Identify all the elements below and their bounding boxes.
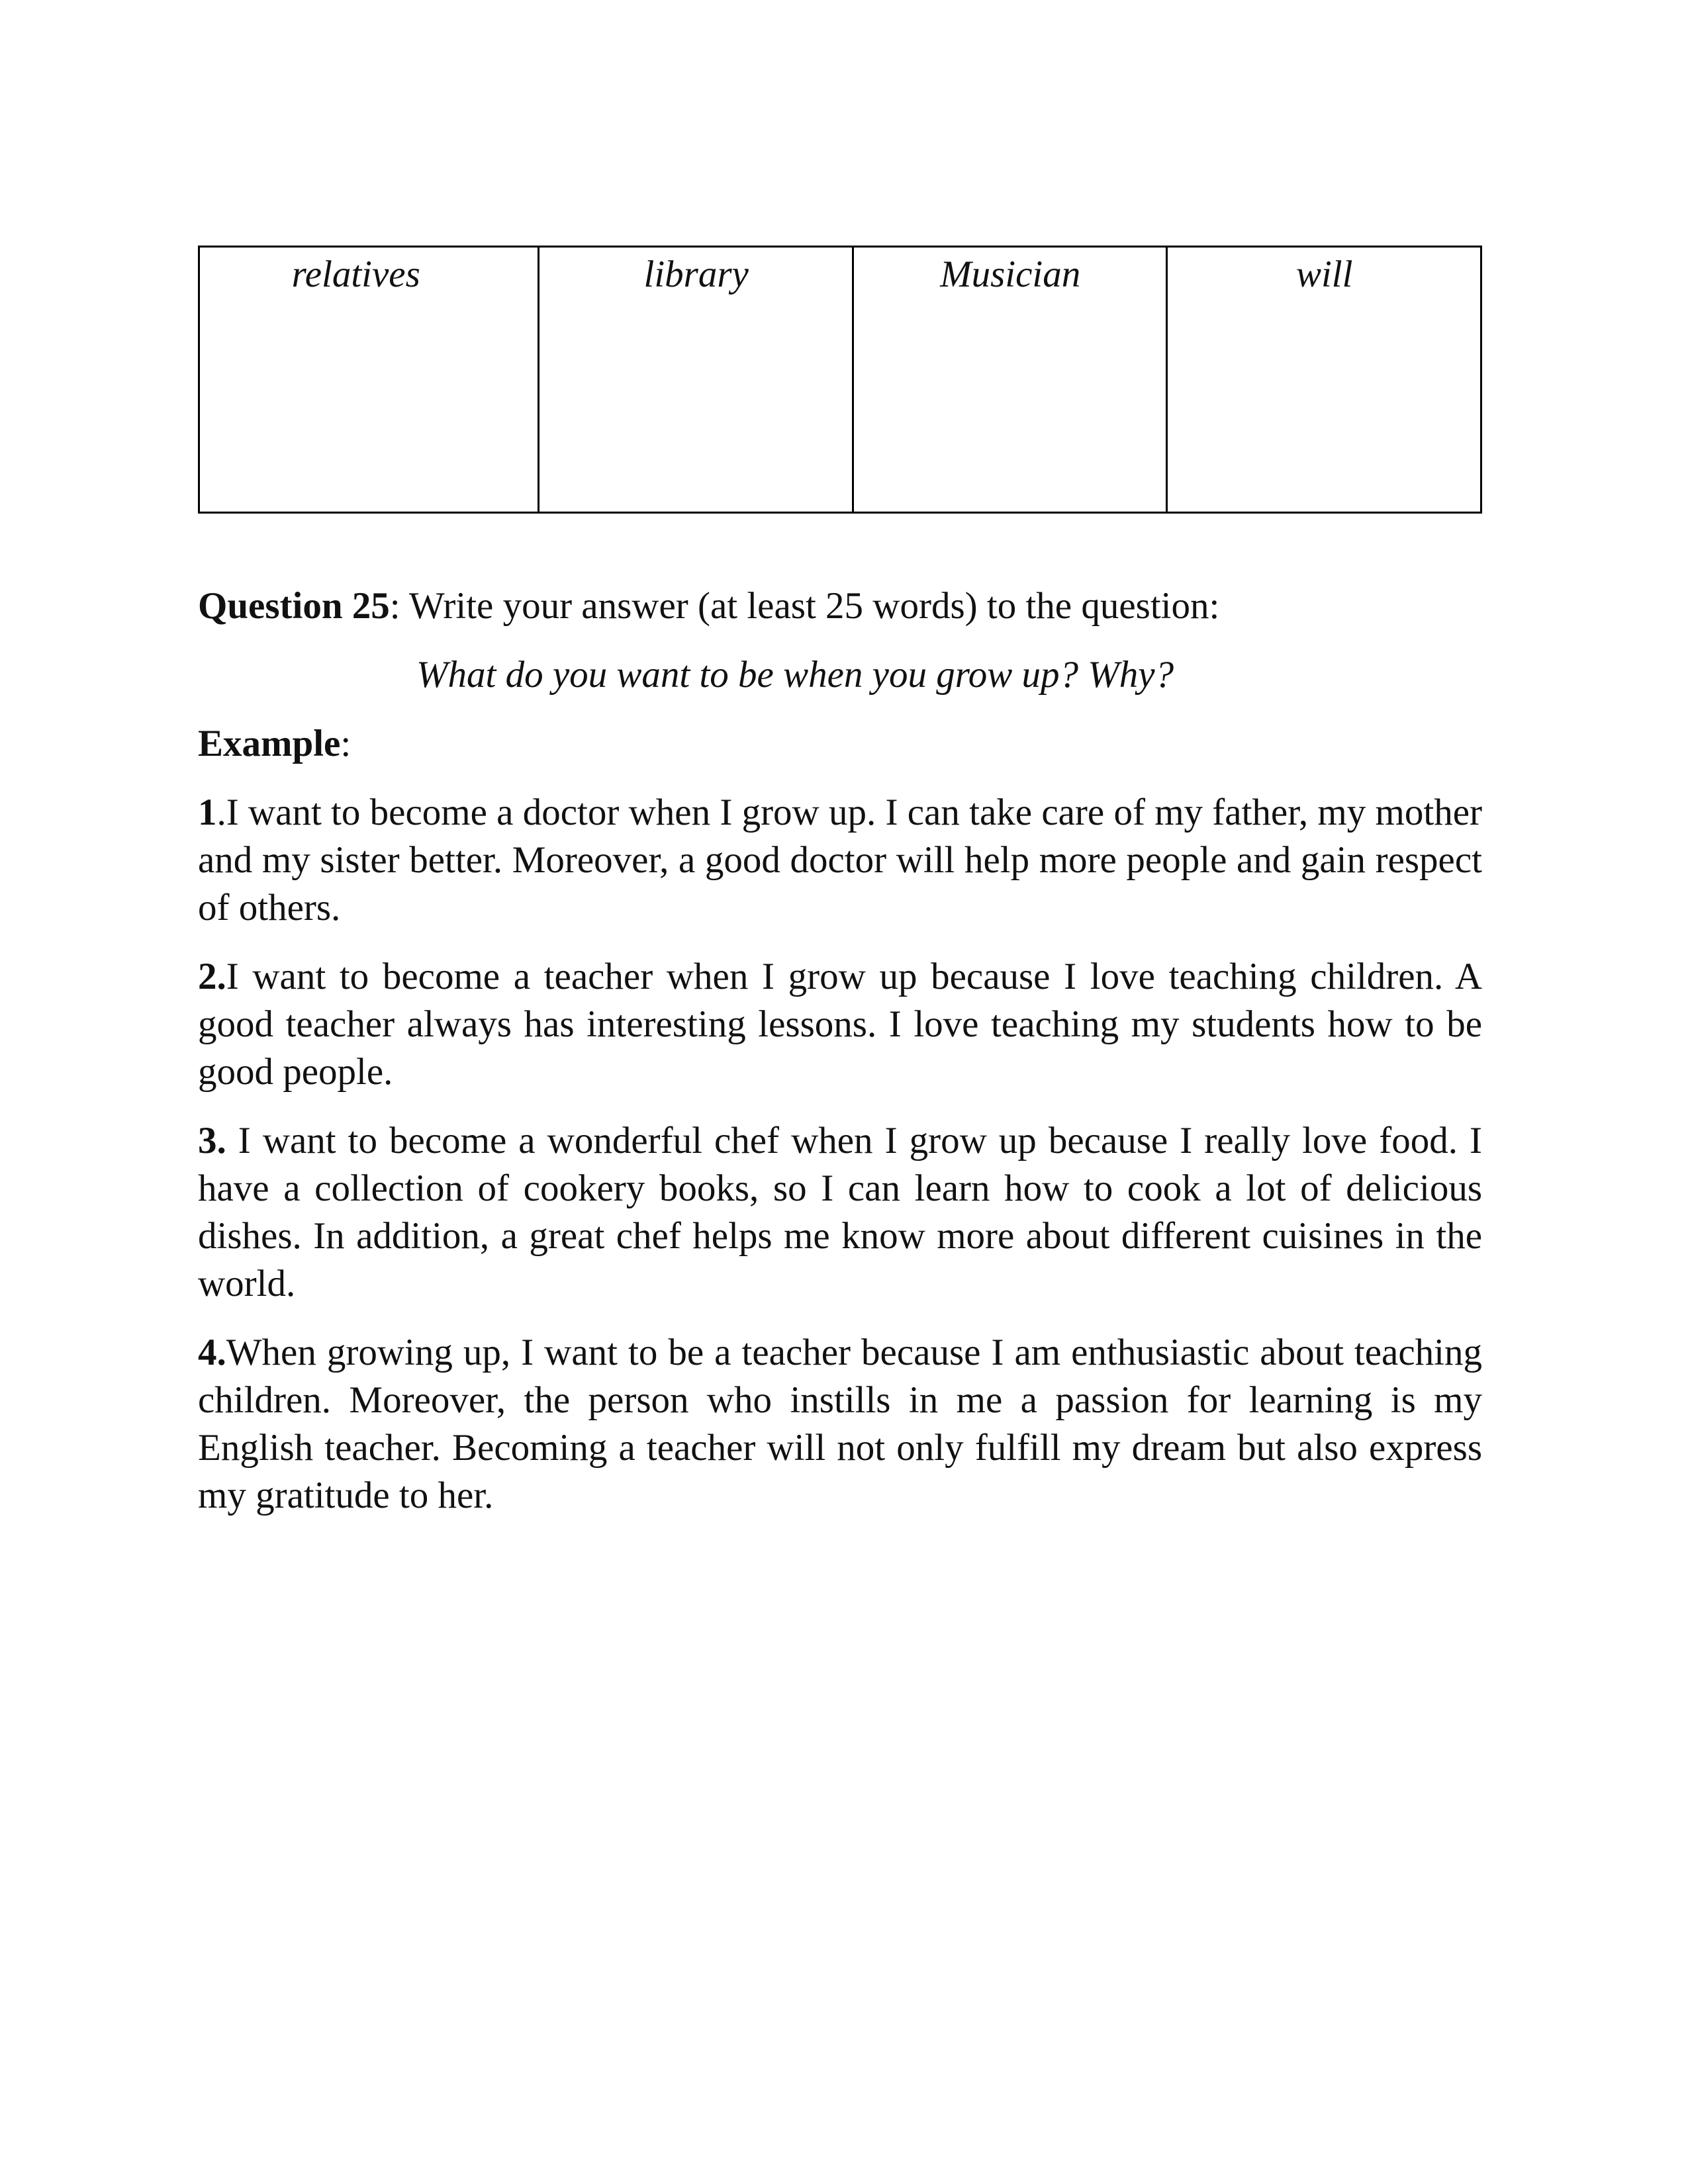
- word-table-row: [199, 247, 1481, 513]
- question-label: Question 25: [198, 585, 390, 627]
- word-cell-musician: Musician: [853, 247, 1167, 513]
- example-answer-3: [198, 1117, 1482, 1308]
- example-answer-2: [198, 953, 1482, 1096]
- answer-number: 4.: [198, 1332, 226, 1373]
- answer-number: 3.: [198, 1120, 226, 1161]
- example-answer-1: [198, 789, 1482, 932]
- word-cell-relatives: relatives: [199, 247, 539, 513]
- example-colon: :: [340, 723, 352, 764]
- word-table: [198, 246, 1482, 514]
- question-section: [198, 582, 1482, 1520]
- word-cell-will: will: [1167, 247, 1481, 513]
- word-cell-library: library: [539, 247, 853, 513]
- answer-text: I want to become a wonderful chef when I grow up because I really love food. I have a collection of cookery books, so I can learn how to cook a lot of delicious dishes. In addition, a great chef helps me know more about different cuisines in the world.: [198, 1120, 1482, 1304]
- example-heading: [198, 720, 1482, 768]
- answer-text: I want to become a teacher when I grow up because I love teaching children. A good teacher always has interesting lessons. I love teaching my students how to be good people.: [198, 956, 1482, 1093]
- question-instruction: : Write your answer (at least 25 words) to the question:: [389, 585, 1220, 627]
- answer-number: 2.: [198, 956, 226, 997]
- question-prompt: What do you want to be when you grow up? Why?: [416, 654, 1174, 696]
- answer-text: .I want to become a doctor when I grow up. I can take care of my father, my mother and my sister better. Moreover, a good doctor will help more people and gain respect of others.: [198, 792, 1482, 929]
- answer-number: 1: [198, 792, 217, 833]
- answer-text: When growing up, I want to be a teacher because I am enthusiastic about teaching children. Moreover, the person who instills in me a passion for learning is my English teacher. Becoming a teacher will not only fulfill my dream but also express my gratitude to her.: [198, 1332, 1482, 1516]
- example-label: Example: [198, 723, 341, 764]
- question-heading: [198, 582, 1482, 630]
- example-answer-4: [198, 1329, 1482, 1520]
